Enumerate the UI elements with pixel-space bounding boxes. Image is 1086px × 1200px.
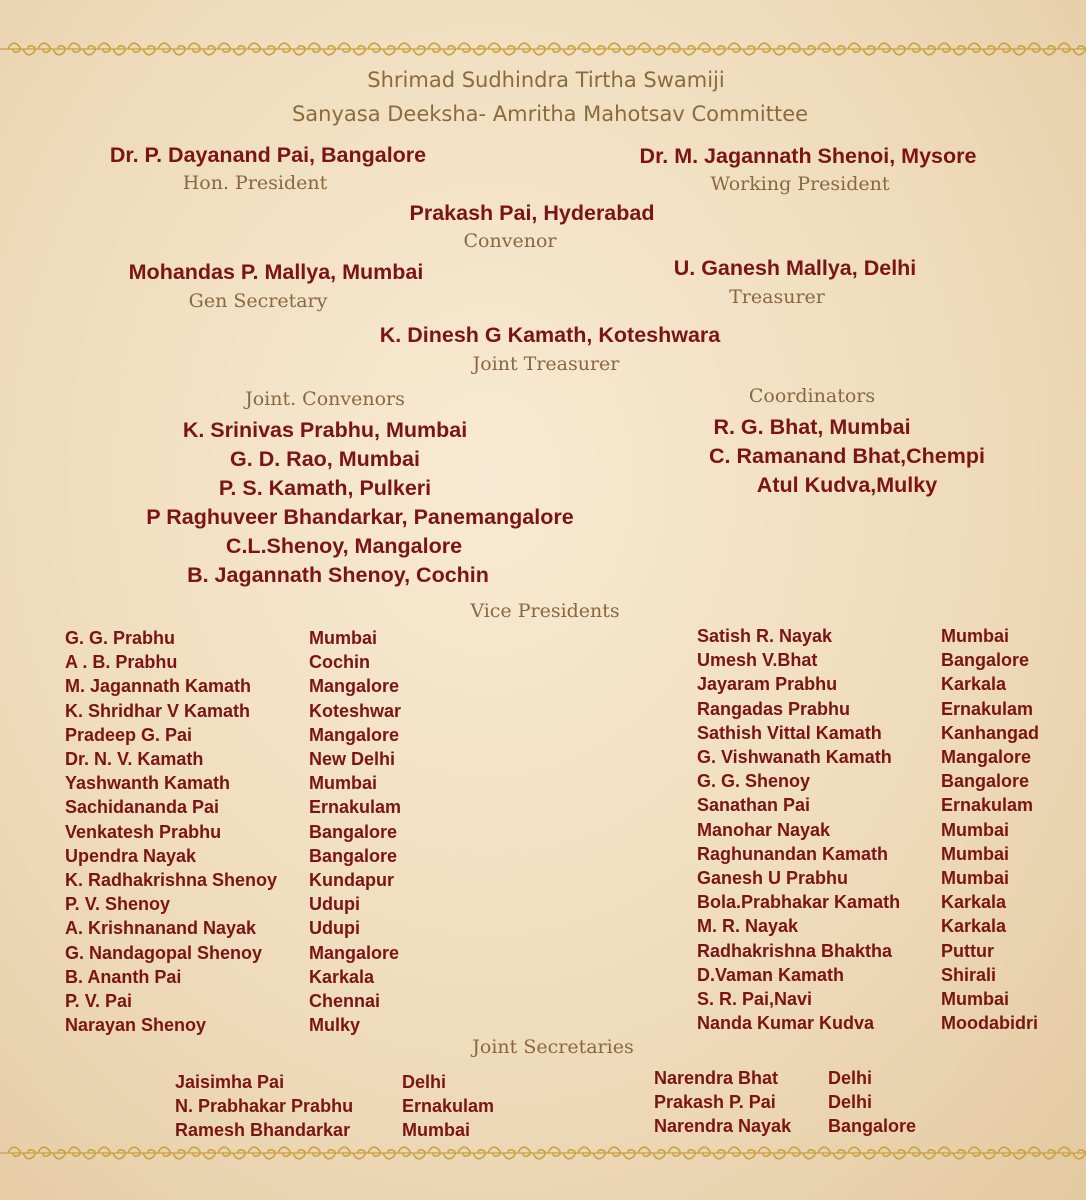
member-name: G. G. Prabhu	[65, 628, 176, 648]
member-name: Dr. N. V. Kamath	[65, 749, 204, 770]
list-item	[65, 650, 401, 674]
list-item	[65, 626, 401, 650]
member-name: Pradeep G. Pai	[65, 724, 193, 745]
member-city: Udupi	[309, 894, 360, 915]
member-name: G. Vishwanath Kamath	[697, 747, 892, 768]
member-name: Prakash P. Pai	[654, 1092, 776, 1113]
joint-secretaries-title: Joint Secretaries	[472, 1036, 634, 1058]
member-city: Mulky	[309, 1015, 361, 1036]
member-name: S. R. Pai,Navi	[697, 989, 813, 1010]
member-name: Sanathan Pai	[697, 795, 811, 816]
list-item	[65, 892, 401, 916]
member-city: Bangalore	[941, 771, 1030, 792]
member-city: Shirali	[941, 964, 997, 985]
joint-secretaries-left-list	[175, 1070, 494, 1143]
coordinators-title: Coordinators	[748, 385, 876, 407]
list-item	[65, 868, 401, 892]
member-name: D.Vaman Kamath	[697, 964, 845, 985]
member-city: Karkala	[309, 966, 375, 987]
member-name: Upendra Nayak	[65, 845, 197, 866]
member-name: G. G. Shenoy	[697, 771, 811, 792]
list-item	[65, 723, 401, 747]
hon-president-title: Hon. President	[182, 172, 328, 194]
list-item	[65, 699, 401, 723]
member-name: A . B. Prabhu	[65, 652, 178, 673]
member-city: Bangalore	[309, 821, 398, 842]
vice-presidents-right-list	[697, 624, 1039, 1035]
member-name: Rangadas Prabhu	[697, 698, 851, 719]
member-name: Ganesh U Prabhu	[697, 868, 849, 889]
list-item	[65, 674, 401, 698]
treasurer-name: U. Ganesh Mallya, Delhi	[673, 256, 917, 280]
list-item	[65, 941, 401, 965]
member-name: P. V. Pai	[65, 991, 133, 1012]
list-item	[697, 672, 1039, 696]
gen-secretary-name: Mohandas P. Mallya, Mumbai	[128, 260, 424, 284]
member-name: Narendra Bhat	[654, 1068, 779, 1088]
joint-convenor-3: P. S. Kamath, Pulkeri	[218, 476, 432, 500]
list-item	[65, 965, 401, 989]
member-city: Ernakulam	[402, 1096, 495, 1117]
member-name: M. R. Nayak	[697, 916, 799, 937]
coordinator-1: R. G. Bhat, Mumbai	[713, 415, 911, 439]
member-city: Mumbai	[309, 773, 378, 794]
member-city: Mumbai	[402, 1120, 471, 1141]
list-item	[697, 963, 1039, 987]
member-name: Umesh V.Bhat	[697, 650, 818, 671]
list-item	[175, 1118, 494, 1142]
member-city: Delhi	[402, 1072, 447, 1092]
ornamental-border-bottom	[0, 1142, 1086, 1164]
list-item	[65, 771, 401, 795]
list-item	[697, 866, 1039, 890]
member-city: Kundapur	[309, 870, 394, 891]
header-title: Shrimad Sudhindra Tirtha Swamiji	[367, 68, 725, 92]
coordinator-2: C. Ramanand Bhat,Chempi	[709, 444, 985, 468]
list-item	[697, 648, 1039, 672]
member-city: Delhi	[828, 1068, 873, 1088]
list-item	[654, 1090, 916, 1114]
member-city: Delhi	[828, 1092, 873, 1113]
member-city: Ernakulam	[309, 797, 402, 818]
member-city: Moodabidri	[941, 1013, 1038, 1034]
header-subtitle: Sanyasa Deeksha- Amritha Mahotsav Committee	[291, 102, 809, 126]
member-city: Kanhangad	[941, 722, 1040, 743]
member-city: Chennai	[309, 991, 381, 1012]
list-item	[65, 844, 401, 868]
member-city: Bangalore	[941, 650, 1030, 671]
convenor-name: Prakash Pai, Hyderabad	[409, 201, 655, 225]
member-name: Sachidananda Pai	[65, 797, 220, 818]
list-item	[697, 939, 1039, 963]
vice-presidents-title: Vice Presidents	[470, 600, 620, 622]
member-name: A. Krishnanand Nayak	[65, 918, 257, 939]
joint-convenor-2: G. D. Rao, Mumbai	[230, 447, 420, 471]
vice-presidents-left-list	[65, 626, 401, 1037]
list-item	[65, 989, 401, 1013]
list-item	[175, 1094, 494, 1118]
member-city: Mumbai	[309, 628, 378, 648]
joint-convenor-4: P Raghuveer Bhandarkar, Panemangalore	[146, 505, 574, 529]
member-city: Karkala	[941, 674, 1007, 695]
working-president-name: Dr. M. Jagannath Shenoi, Mysore	[639, 144, 977, 168]
joint-convenor-6: B. Jagannath Shenoy, Cochin	[187, 563, 489, 587]
member-name: B. Ananth Pai	[65, 966, 182, 987]
convenor-title: Convenor	[463, 230, 557, 252]
member-city: Mumbai	[941, 819, 1010, 840]
member-name: Jaisimha Pai	[175, 1072, 285, 1092]
member-city: Bangalore	[828, 1116, 917, 1137]
member-city: Ernakulam	[941, 698, 1034, 719]
member-city: Mumbai	[941, 868, 1010, 889]
list-item	[697, 745, 1039, 769]
treasurer-title: Treasurer	[729, 286, 825, 308]
working-president-title: Working President	[710, 173, 890, 195]
member-name: Venkatesh Prabhu	[65, 821, 222, 842]
member-name: Ramesh Bhandarkar	[175, 1120, 351, 1141]
list-item	[65, 916, 401, 940]
member-city: Cochin	[309, 652, 370, 673]
member-name: N. Prabhakar Prabhu	[175, 1096, 354, 1117]
member-city: Karkala	[941, 892, 1007, 913]
member-name: Radhakrishna Bhaktha	[697, 940, 893, 961]
list-item	[697, 721, 1039, 745]
member-name: P. V. Shenoy	[65, 894, 171, 915]
joint-convenors-title: Joint. Convenors	[245, 388, 405, 410]
list-item	[65, 1013, 401, 1037]
list-item	[65, 820, 401, 844]
list-item	[65, 747, 401, 771]
member-name: Narayan Shenoy	[65, 1015, 207, 1036]
list-item	[697, 818, 1039, 842]
member-city: Mangalore	[309, 724, 400, 745]
member-name: Narendra Nayak	[654, 1116, 792, 1137]
joint-treasurer-title: Joint Treasurer	[472, 353, 620, 375]
member-name: Bola.Prabhakar Kamath	[697, 892, 901, 913]
joint-secretaries-right-list	[654, 1066, 916, 1139]
joint-convenor-1: K. Srinivas Prabhu, Mumbai	[182, 418, 468, 442]
member-city: Mumbai	[941, 843, 1010, 864]
joint-convenor-5: C.L.Shenoy, Mangalore	[225, 534, 463, 558]
member-name: Yashwanth Kamath	[65, 773, 231, 794]
member-city: Ernakulam	[941, 795, 1034, 816]
list-item	[175, 1070, 494, 1094]
gen-secretary-title: Gen Secretary	[188, 290, 328, 312]
list-item	[65, 795, 401, 819]
member-name: M. Jagannath Kamath	[65, 676, 252, 697]
member-city: Mangalore	[941, 747, 1032, 768]
list-item	[697, 890, 1039, 914]
member-name: Raghunandan Kamath	[697, 843, 889, 864]
member-city: Mumbai	[941, 626, 1010, 646]
ornamental-border-top	[0, 38, 1086, 60]
list-item	[697, 697, 1039, 721]
member-name: Satish R. Nayak	[697, 626, 833, 646]
list-item	[697, 987, 1039, 1011]
member-city: Puttur	[941, 940, 994, 961]
member-city: Karkala	[941, 916, 1007, 937]
member-name: K. Radhakrishna Shenoy	[65, 870, 278, 891]
member-city: Mumbai	[941, 989, 1010, 1010]
list-item	[697, 842, 1039, 866]
list-item	[697, 914, 1039, 938]
list-item	[654, 1066, 916, 1090]
list-item	[697, 1011, 1039, 1035]
member-city: Bangalore	[309, 845, 398, 866]
coordinator-3: Atul Kudva,Mulky	[756, 473, 938, 497]
member-name: Jayaram Prabhu	[697, 674, 838, 695]
member-name: K. Shridhar V Kamath	[65, 700, 251, 721]
member-city: Koteshwar	[309, 700, 402, 721]
joint-treasurer-name: K. Dinesh G Kamath, Koteshwara	[379, 323, 721, 347]
member-city: Udupi	[309, 918, 360, 939]
hon-president-name: Dr. P. Dayanand Pai, Bangalore	[109, 143, 427, 167]
list-item	[697, 624, 1039, 648]
member-city: Mangalore	[309, 676, 400, 697]
list-item	[697, 769, 1039, 793]
member-name: Sathish Vittal Kamath	[697, 722, 882, 743]
member-name: Nanda Kumar Kudva	[697, 1013, 875, 1034]
member-city: New Delhi	[309, 749, 396, 770]
list-item	[654, 1114, 916, 1138]
member-city: Mangalore	[309, 942, 400, 963]
member-name: G. Nandagopal Shenoy	[65, 942, 263, 963]
member-name: Manohar Nayak	[697, 819, 831, 840]
list-item	[697, 793, 1039, 817]
